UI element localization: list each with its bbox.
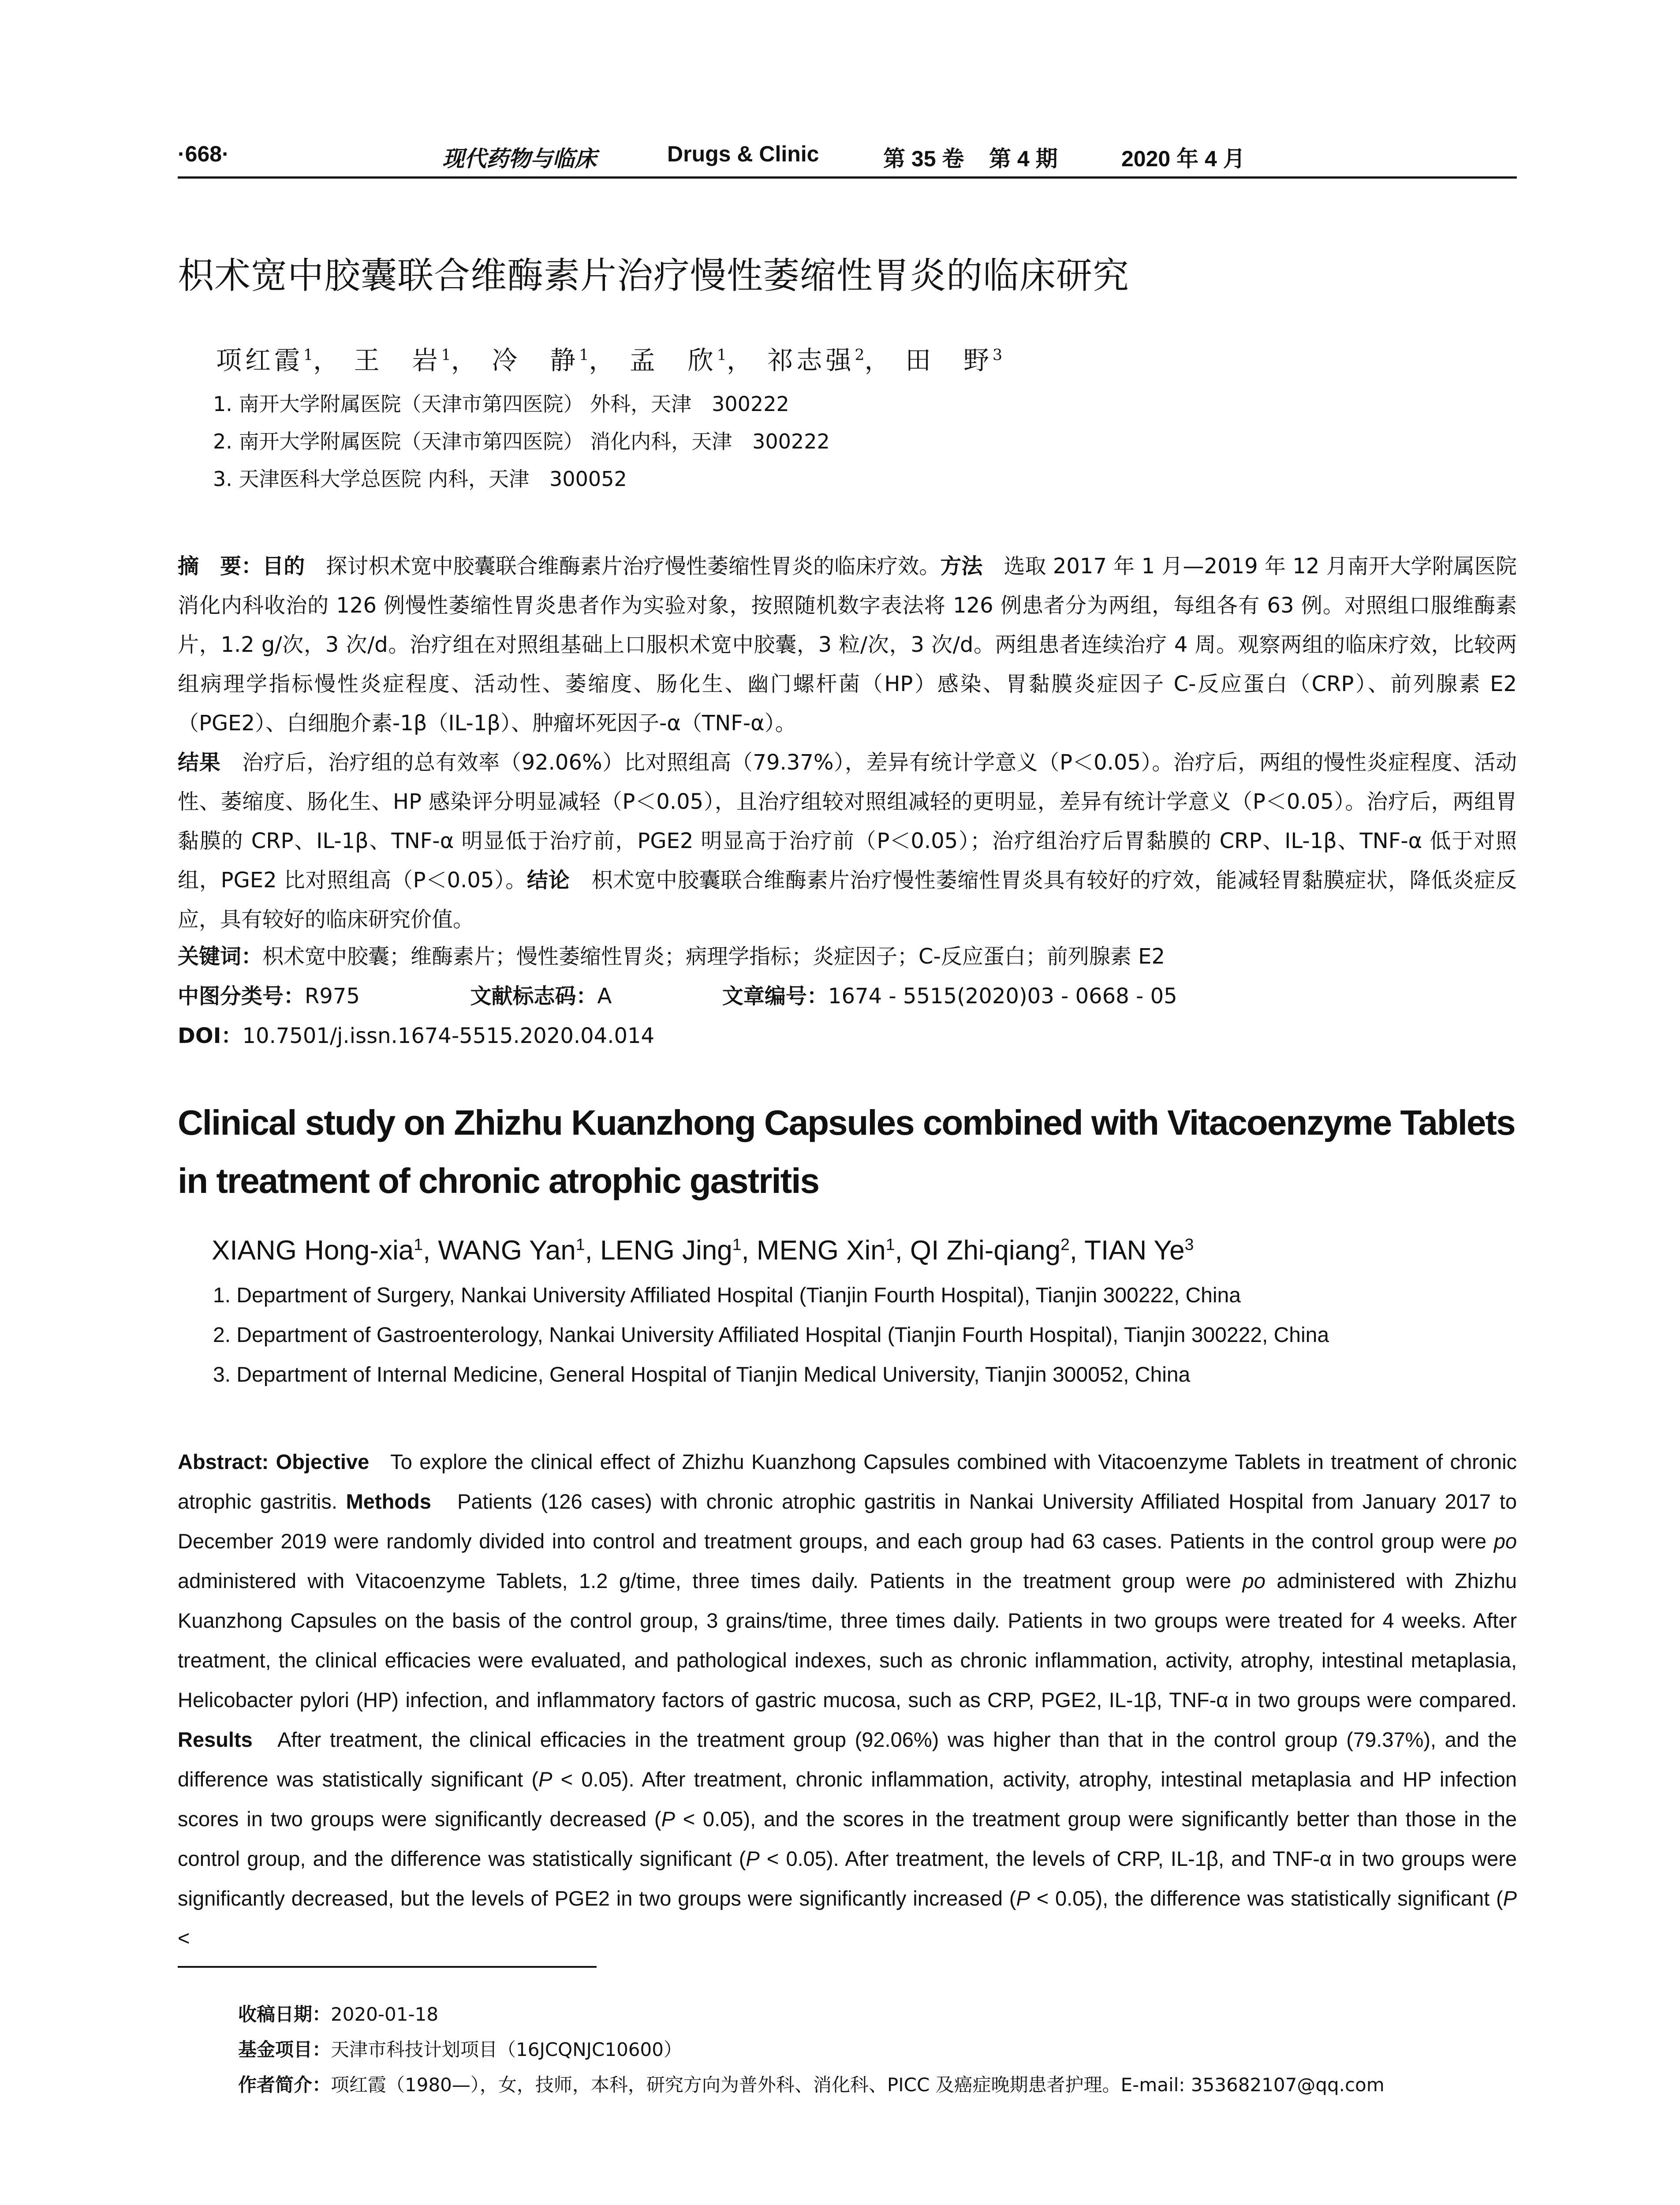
clc-number: R975 [305, 984, 360, 1009]
running-header [178, 141, 1517, 177]
affiliation-en: 3. Department of Internal Medicine, General Hospital of Tianjin Medical University, Tianjin 300052, China [213, 1363, 1191, 1387]
abstract-cn [178, 547, 1517, 939]
abstract-en: Abstract: Objective To explore the clinical effect of Zhizhu Kuanzhong Capsules combined with Vitacoenzyme Tablets in treatment of chronic atrophic gastritis. Methods Patients (126 cases) with chronic atrophic gastritis in Nankai University Affiliated Hospital from January 2017 to December 2019 were randomly divided into control and treatment groups, and each group had 63 cases. Patients in the control group were po administered with Vitacoenzyme Tablets, 1.2 g/time, three times daily. Patients in the treatment group were po administered with Zhizhu Kuanzhong Capsules on the basis of the control group, 3 grains/time, three times daily. Patients in two groups were treated for 4 weeks. After treatment, the clinical efficacies were evaluated, and pathological indexes, such as chronic inflammation, activity, atrophy, intestinal metaplasia, Helicobacter pylori (HP) infection, and inflammatory factors of gastric mucosa, such as CRP, PGE2, IL-1β, TNF-α in two groups were compared. Results After treatment, the clinical efficacies in the treatment group (92.06%) was higher than that in the control group (79.37%), and the difference was statistically significant (P < 0.05). After treatment, chronic inflammation, activity, atrophy, intestinal metaplasia and HP infection scores in two groups were significantly decreased (P < 0.05), and the scores in the treatment group were significantly better than those in the control group, and the difference was statistically significant (P < 0.05). After treatment, the levels of CRP, IL-1β, and TNF-α in two groups were significantly decreased, but the levels of PGE2 in two groups were significantly increased (P < 0.05), the difference was statistically significant (P < [178, 1450, 1517, 1950]
results-text: 治疗后，治疗组的总有效率（92.06%）比对照组高（79.37%），差异有统计学意义（P＜0.05）。治疗后，两组的慢性炎症程度、活动性、萎缩度、肠化生、HP 感染评分明显减轻（P＜0.05），且治疗组较对照组减轻的更明显，差异有统计学意义（P＜0.05）。治疗后，两组胃黏膜的 CRP、IL-1β、TNF-α 明显低于治疗前，PGE2 明显高于治疗前（P＜0.05）；治疗组治疗后胃黏膜的 CRP、IL-1β、TNF-α 低于对照组，PGE2 比对照组高（P＜0.05）。 [178, 750, 1517, 893]
affiliation-en: 1. Department of Surgery, Nankai University Affiliated Hospital (Tianjin Fourth Hospital), Tianjin 300222, China [213, 1284, 1241, 1307]
affiliation-cn: 2. 南开大学附属医院（天津市第四医院） 消化内科，天津 300222 [213, 430, 830, 453]
classification-line: 中图分类号：R975 文献标志码：A 文章编号：1674 - 5515(2020)03 - 0668 - 05 [178, 984, 1177, 1009]
methods-text: 选取 2017 年 1 月—2019 年 12 月南开大学附属医院消化内科收治的 126 例慢性萎缩性胃炎患者作为实验对象，按照随机数字表法将 126 例患者分为两组，每组各有 63 例。对照组口服维酶素片，1.2 g/次，3 次/d。治疗组在对照组基础上口服枳术宽中胶囊，3 粒/次，3 次/d。两组患者连续治疗 4 周。观察两组的临床疗效，比较两组病理学指标慢性炎症程度、活动性、萎缩度、肠化生、幽门螺杆菌（HP）感染、胃黏膜炎症因子 C-反应蛋白（CRP）、前列腺素 E2（PGE2）、白细胞介素-1β（IL-1β）、肿瘤坏死因子-α（TNF-α）。 [178, 554, 1517, 736]
journal-name-en: Drugs & Clinic [667, 142, 819, 166]
footnote-received: 收稿日期：2020-01-18 [238, 2003, 439, 2025]
authors-en: XIANG Hong-xia$^1$, WANG Yan$^1$, LENG Jing$^1$, MENG Xin$^1$, QI Zhi-qiang$^2$, TIAN Ye$^3$ [212, 1235, 1194, 1266]
page-number: ·668· [178, 142, 229, 166]
authors-cn: 项红霞$^1$， 王 岩$^1$， 冷 静$^1$， 孟 欣$^1$， 祁志强$^2$， 田 野$^3$ [216, 345, 1003, 375]
header-rule [178, 176, 1517, 179]
objective-label: 目的 [262, 554, 305, 579]
doi-line: DOI：10.7501/j.issn.1674-5515.2020.04.014 [178, 1024, 655, 1048]
author-name: 孟 欣 [629, 345, 717, 375]
affiliation-cn: 3. 天津医科大学总医院 内科，天津 300052 [213, 467, 627, 491]
doi: 10.7501/j.issn.1674-5515.2020.04.014 [242, 1024, 655, 1048]
author-name: 王 岩 [354, 345, 441, 375]
footnote-funding: 基金项目：天津市科技计划项目（16JCQNJC10600） [238, 2039, 682, 2060]
author-name: 田 野 [905, 345, 993, 375]
document-code: A [597, 984, 612, 1009]
article-number: 1674 - 5515(2020)03 - 0668 - 05 [828, 984, 1177, 1009]
footnote-author-bio: 作者简介：项红霞（1980—），女，技师，本科，研究方向为普外科、消化科、PICC 及癌症晚期患者护理。E-mail: 353682107@qq.com [238, 2074, 1385, 2096]
keywords-cn: 关键词：枳术宽中胶囊；维酶素片；慢性萎缩性胃炎；病理学指标；炎症因子；C-反应蛋白；前列腺素 E2 [178, 944, 1165, 969]
title-en: Clinical study on Zhizhu Kuanzhong Capsules combined with Vitacoenzyme Tablets in treatment of chronic atrophic gastritis [178, 1103, 1515, 1200]
volume: 第 35 卷 [883, 146, 964, 171]
title-cn: 枳术宽中胶囊联合维酶素片治疗慢性萎缩性胃炎的临床研究 [178, 255, 1130, 297]
objective-text: 探讨枳术宽中胶囊联合维酶素片治疗慢性萎缩性胃炎的临床疗效。 [326, 554, 941, 579]
conclusion-text: 枳术宽中胶囊联合维酶素片治疗慢性萎缩性胃炎具有较好的疗效，能减轻胃黏膜症状，降低炎症反应，具有较好的临床研究价值。 [178, 868, 1517, 932]
footnote-rule [178, 1966, 597, 1968]
conclusion-label: 结论 [526, 868, 570, 893]
author-name: 祁志强 [767, 345, 855, 375]
issue-date: 2020 年 4 月 [1121, 146, 1245, 171]
abstract-label: 摘 要： [178, 554, 263, 579]
author-name: 冷 静 [492, 345, 579, 375]
author-name: 项红霞 [216, 345, 304, 375]
journal-name-cn: 现代药物与临床 [442, 146, 597, 172]
issue: 第 4 期 [989, 146, 1058, 171]
methods-label: 方法 [940, 554, 983, 579]
affiliation-cn: 1. 南开大学附属医院（天津市第四医院） 外科，天津 300222 [213, 392, 789, 416]
affiliation-en: 2. Department of Gastroenterology, Nankai University Affiliated Hospital (Tianjin Fourth Hospital), Tianjin 300222, China [213, 1323, 1329, 1347]
results-label: 结果 [178, 750, 221, 775]
